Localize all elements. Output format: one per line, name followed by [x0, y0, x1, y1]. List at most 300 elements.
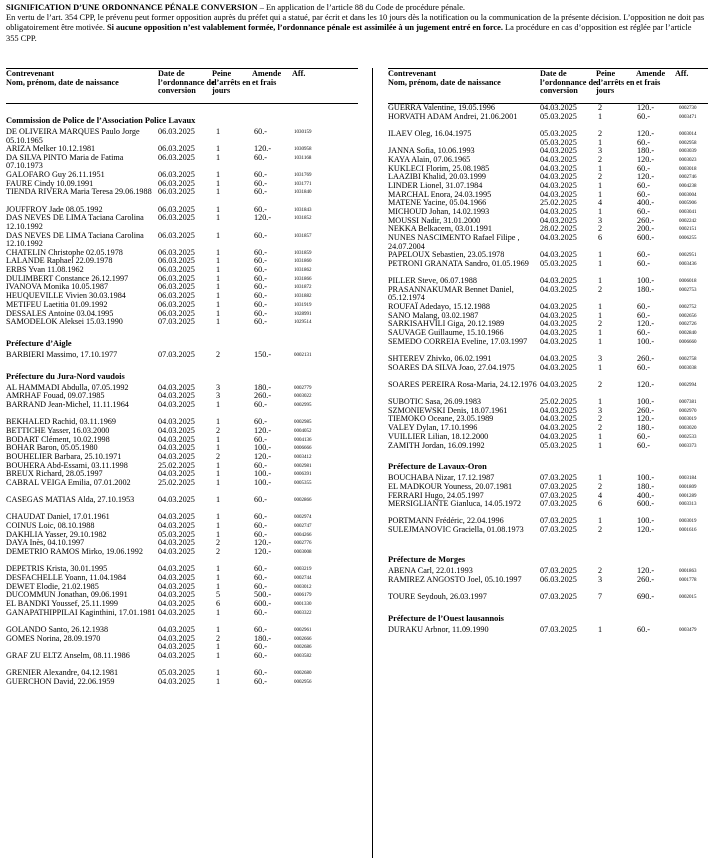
ordonnance-date: 04.03.2025	[540, 103, 577, 112]
contrevenant-name: SOARES PEREIRA Rosa-Maria, 24.12.1976	[388, 379, 537, 389]
amende-frais: 60.-	[637, 362, 650, 372]
peine-jours: 1	[598, 624, 603, 634]
header-amende: Amende et frais	[636, 69, 666, 87]
ordonnance-date: 04.03.2025	[158, 564, 195, 574]
table-row	[6, 609, 358, 626]
section-heading: Préfecture de l’Ouest lausannois	[388, 613, 504, 623]
table-row	[388, 526, 708, 543]
contrevenant-name: SOARES DA SILVA Joao, 27.04.1975	[388, 362, 515, 372]
ordonnance-date: 04.03.2025	[540, 431, 577, 441]
ordonnance-date: 04.03.2025	[158, 434, 195, 444]
ordonnance-date: 07.03.2025	[540, 525, 577, 535]
affaire-number: 0003019	[679, 417, 697, 423]
ordonnance-date: 07.03.2025	[540, 624, 577, 634]
peine-jours: 5	[216, 590, 221, 600]
ordonnance-date: 04.03.2025	[540, 336, 577, 346]
peine-jours: 2	[598, 481, 603, 491]
table-row	[388, 286, 708, 303]
ordonnance-date: 06.03.2025	[158, 308, 195, 318]
peine-jours: 2	[598, 379, 603, 389]
ordonnance-date: 04.03.2025	[158, 633, 195, 643]
affaire-number: 0004266	[294, 532, 312, 538]
ordonnance-date: 06.03.2025	[158, 170, 195, 180]
affaire-number: 0002951	[679, 253, 697, 259]
peine-jours: 1	[216, 668, 221, 678]
peine-jours: 1	[216, 170, 221, 180]
contrevenant-name: SEMEDO CORREIA Eveline, 17.03.1997	[388, 336, 528, 346]
ordonnance-date: 07.03.2025	[540, 592, 577, 602]
peine-jours: 1	[598, 259, 603, 268]
contrevenant-name: JANNA Sofia, 10.06.1993	[388, 146, 475, 156]
amende-frais: 60.-	[254, 607, 267, 617]
amende-frais: 60.-	[254, 676, 267, 686]
affaire-number: 0002974	[294, 515, 312, 521]
section-heading: Préfecture d’Aigle	[6, 338, 72, 348]
ordonnance-date: 04.03.2025	[158, 547, 195, 557]
affaire-number: 0002656	[679, 313, 697, 319]
peine-jours: 1	[216, 317, 221, 327]
contrevenant-name: BOUHELIER Barbara, 25.10.1971	[6, 451, 122, 461]
table-row	[6, 496, 358, 513]
contrevenant-name: MATENE Yacine, 05.04.1966	[388, 198, 487, 208]
peine-jours: 2	[216, 451, 221, 461]
amende-frais: 60.-	[637, 310, 650, 320]
contrevenant-name: DEWET Elodie, 21.02.1985	[6, 581, 99, 591]
amende-frais: 60.-	[637, 259, 650, 268]
ordonnance-date: 07.03.2025	[158, 317, 195, 327]
affaire-number: 0003014	[679, 131, 697, 137]
amende-frais: 100.-	[637, 473, 655, 483]
contrevenant-name: ILAEV Oleg, 16.04.1975	[388, 128, 472, 138]
contrevenant-name: BOUCHABA Nizar, 17.12.1987	[388, 473, 495, 483]
contrevenant-name: BETTICHE Yasser, 16.03.2000	[6, 425, 110, 435]
table-row	[6, 652, 358, 669]
affaire-number: 0002970	[679, 408, 697, 414]
amende-frais: 60.-	[254, 291, 267, 301]
affaire-number: 1031852	[294, 216, 312, 222]
amende-frais: 60.-	[254, 299, 267, 309]
peine-jours: 1	[216, 642, 221, 652]
amende-frais: 60.-	[254, 399, 267, 409]
amende-frais: 120.-	[254, 425, 272, 435]
header-amende: Amende et frais	[252, 69, 282, 87]
amende-frais: 150.-	[254, 349, 272, 359]
amende-frais: 60.-	[254, 317, 267, 327]
ordonnance-date: 04.03.2025	[540, 250, 577, 260]
contrevenant-name: FAURE Cindy 10.09.1991	[6, 178, 94, 188]
amende-frais: 500.-	[254, 590, 272, 600]
affaire-number: 0003004	[679, 192, 697, 198]
peine-jours: 1	[598, 397, 603, 407]
peine-jours: 1	[598, 189, 603, 199]
notice-emphasis: Si aucune opposition n’est valablement formée, l’ordonnance pénale est assimilée à un jugement entré en force.	[106, 23, 503, 33]
peine-jours: 2	[598, 423, 603, 433]
contrevenant-name: DAS NEVES DE LIMA Taciana Carolina 12.10.1992	[6, 230, 144, 248]
peine-jours: 3	[598, 146, 603, 156]
affaire-number: 0002242	[679, 218, 697, 224]
affaire-number: 1031859	[294, 250, 312, 256]
table-row	[388, 381, 708, 398]
peine-jours: 1	[216, 204, 221, 214]
amende-frais: 60.-	[254, 460, 267, 470]
amende-frais: 60.-	[637, 328, 650, 338]
peine-jours: 1	[216, 187, 221, 197]
peine-jours: 1	[216, 581, 221, 591]
amende-frais: 60.-	[254, 127, 267, 136]
ordonnance-date: 04.03.2025	[158, 469, 195, 479]
peine-jours: 1	[216, 265, 221, 275]
contrevenant-name: PRASANNAKUMAR Bennet Daniel, 05.12.1974	[388, 284, 514, 303]
amende-frais: 260.-	[637, 575, 655, 584]
contrevenant-name: GUERCHON David, 22.06.1959	[6, 676, 115, 686]
contrevenant-name: MERSIGLIANTE Gianluca, 14.05.1972	[388, 499, 522, 509]
left-table-body	[6, 104, 358, 687]
peine-jours: 6	[598, 233, 603, 243]
header-peine: Peine d’arrêts en jours	[212, 69, 251, 96]
amende-frais: 60.-	[637, 181, 650, 190]
affaire-number: 0002151	[679, 227, 697, 233]
ordonnance-date: 06.03.2025	[158, 291, 195, 301]
amende-frais: 400.-	[637, 198, 655, 208]
contrevenant-name: DUCOMMUN Jonathan, 09.06.1991	[6, 590, 128, 600]
contrevenant-name: DEMETRIO RAMOS Mirko, 19.06.1992	[6, 547, 143, 557]
affaire-number: 0003373	[679, 443, 697, 449]
affaire-number: 1031866	[294, 276, 312, 282]
contrevenant-name: EL BANDKI Youssef, 25.11.1999	[6, 599, 118, 608]
amende-frais: 120.-	[637, 172, 655, 182]
ordonnance-date: 04.03.2025	[158, 451, 195, 461]
ordonnance-date: 05.03.2025	[158, 668, 195, 678]
affaire-number: 0003479	[679, 627, 697, 633]
affaire-number: 1031860	[294, 259, 312, 265]
amende-frais: 60.-	[637, 431, 650, 441]
ordonnance-date: 04.03.2025	[158, 538, 195, 548]
ordonnance-date: 04.03.2025	[158, 599, 195, 608]
peine-jours: 1	[598, 111, 603, 121]
amende-frais: 180.-	[254, 633, 272, 643]
contrevenant-name: GOLANDO Santo, 26.12.1938	[6, 624, 109, 634]
ordonnance-date: 04.03.2025	[158, 521, 195, 530]
contrevenant-name: RAMIREZ ANGOSTO Joel, 05.10.1997	[388, 575, 522, 584]
affaire-number: 0003313	[679, 502, 697, 508]
notice-paragraph-end: La procédure en cas d’opposition est réglée par l’article 355 CPP.	[6, 23, 692, 43]
contrevenant-name: DAS NEVES DE LIMA Taciana Carolina 12.10.1992	[6, 213, 144, 231]
peine-jours: 2	[598, 154, 603, 164]
contrevenant-name: GRENIER Alexandre, 04.12.1981	[6, 668, 119, 678]
amende-frais: 600.-	[637, 499, 655, 509]
notice-subtitle: – En application de l’article 88 du Code de procédure pénale.	[257, 3, 466, 12]
peine-jours: 1	[216, 564, 221, 574]
contrevenant-name: ARIZA Melker 10.12.1981	[6, 144, 96, 154]
amende-frais: 60.-	[254, 572, 267, 582]
peine-jours: 1	[598, 302, 603, 312]
amende-frais: 60.-	[254, 417, 267, 427]
peine-jours: 4	[598, 198, 603, 208]
contrevenant-name: JOUFFROY Jade 08.05.1992	[6, 204, 103, 214]
affaire-number: 0002131	[294, 352, 312, 358]
contrevenant-name: GOMES Norina, 28.09.1970	[6, 633, 101, 643]
amende-frais: 60.-	[254, 308, 267, 318]
contrevenant-name: PAPELOUX Sebastien, 23.05.1978	[388, 250, 505, 260]
peine-jours: 1	[216, 144, 221, 154]
ordonnance-date: 04.03.2025	[540, 310, 577, 320]
contrevenant-name: LINDER Lionel, 31.07.1984	[388, 181, 483, 190]
ordonnance-date: 04.03.2025	[540, 362, 577, 372]
peine-jours: 1	[216, 521, 221, 530]
ordonnance-date: 04.03.2025	[540, 414, 577, 424]
contrevenant-name: ROUFAÏ Adedayo, 15.12.1988	[388, 302, 490, 312]
affaire-number: 1031919	[294, 302, 312, 308]
peine-jours: 1	[216, 529, 221, 539]
table-row	[6, 351, 358, 360]
ordonnance-date: 06.03.2025	[158, 273, 195, 283]
amende-frais: 120.-	[637, 525, 655, 535]
peine-jours: 3	[598, 215, 603, 225]
affaire-number: 0006179	[294, 593, 312, 599]
contrevenant-name: COINUS Loic, 08.10.1988	[6, 521, 95, 530]
affaire-number: 1031840	[294, 190, 312, 196]
peine-jours: 1	[598, 328, 603, 338]
affaire-number: 0001863	[679, 569, 697, 575]
contrevenant-name: HORVATH ADAM Andrei, 21.06.2001	[388, 111, 518, 121]
ordonnance-date: 07.03.2025	[540, 566, 577, 576]
ordonnance-date: 04.03.2025	[540, 215, 577, 225]
affaire-number: 0001616	[679, 528, 697, 534]
ordonnance-date: 04.03.2025	[158, 391, 195, 401]
affaire-number: 0002776	[294, 541, 312, 547]
affaire-number: 0003023	[679, 157, 697, 163]
amende-frais: 60.-	[254, 152, 267, 162]
ordonnance-date: 06.03.2025	[158, 299, 195, 309]
notice-title: SIGNIFICATION D’UNE ORDONNANCE PÉNALE CONVERSION	[6, 3, 258, 12]
amende-frais: 60.-	[637, 207, 650, 217]
affaire-number: 0006660	[679, 339, 697, 345]
contrevenant-name: METIFEU Laetitia 01.09.1992	[6, 299, 108, 309]
affaire-number: 1028991	[294, 311, 312, 317]
amende-frais: 600.-	[254, 599, 272, 608]
ordonnance-date: 05.03.2025	[540, 128, 577, 138]
peine-jours: 1	[216, 282, 221, 292]
contrevenant-name: NUNES NASCIMENTO Rafael Filipe , 24.07.2004	[388, 233, 520, 251]
contrevenant-name: BREUX Richard, 28.05.1997	[6, 469, 103, 479]
peine-jours: 1	[216, 417, 221, 427]
contrevenant-name: TIENDA RIVERA Maria Teresa 29.06.1988	[6, 187, 152, 197]
affaire-number: 0004238	[679, 184, 697, 189]
contrevenant-name: MICHOUD Johan, 14.02.1993	[388, 207, 490, 217]
peine-jours: 1	[216, 460, 221, 470]
peine-jours: 2	[598, 103, 603, 112]
table-row	[388, 626, 708, 635]
contrevenant-name: DESSALES Antoine 03.04.1995	[6, 308, 114, 318]
peine-jours: 1	[598, 276, 603, 286]
peine-jours: 1	[598, 181, 603, 190]
section-heading: Commission de Police de l’Association Police Lavaux	[6, 116, 196, 125]
ordonnance-date: 04.03.2025	[158, 417, 195, 427]
affaire-number: 0003008	[294, 550, 312, 556]
amende-frais: 60.-	[637, 163, 650, 173]
contrevenant-name: VALEY Dylan, 17.10.1996	[388, 423, 478, 433]
peine-jours: 3	[216, 382, 221, 392]
contrevenant-name: GALOFARO Guy 26.11.1951	[6, 170, 105, 180]
ordonnance-date: 04.03.2025	[540, 423, 577, 433]
contrevenant-name: PETRONI GRANATA Sandro, 01.05.1969	[388, 259, 529, 268]
affaire-number: 0003019	[679, 519, 697, 525]
peine-jours: 1	[216, 469, 221, 479]
affaire-number: 0002533	[679, 434, 697, 440]
ordonnance-date: 05.03.2025	[540, 137, 577, 147]
affaire-number: 0006391	[294, 472, 312, 478]
table-row	[388, 576, 708, 593]
ordonnance-date: 04.03.2025	[540, 328, 577, 338]
amende-frais: 60.-	[254, 170, 267, 180]
amende-frais: 100.-	[637, 397, 655, 407]
header-peine: Peine d’arrêts en jours	[596, 69, 635, 96]
affaire-number: 0002666	[294, 636, 312, 642]
affaire-number: 0003412	[294, 454, 312, 460]
peine-jours: 1	[216, 495, 221, 505]
ordonnance-date: 25.02.2025	[540, 198, 577, 208]
affaire-number: 1031168	[294, 155, 312, 161]
header-nom: Nom, prénom, date de naissance	[6, 77, 119, 87]
contrevenant-name: DAYA Inès, 04.10.1997	[6, 538, 85, 548]
affaire-number: 0007381	[679, 400, 697, 406]
amende-frais: 60.-	[254, 178, 267, 188]
ordonnance-date: 04.03.2025	[158, 642, 195, 652]
peine-jours: 1	[598, 163, 603, 173]
section-heading: Préfecture de Morges	[388, 555, 466, 565]
peine-jours: 2	[598, 224, 603, 234]
amende-frais: 180.-	[637, 284, 655, 294]
amende-frais: 60.-	[254, 256, 267, 266]
amende-frais: 100.-	[637, 516, 655, 526]
amende-frais: 120.-	[254, 213, 272, 223]
notice-paragraph: En vertu de l’art. 354 CPP, le prévenu peut former opposition auprès du préfet qui a statué, par écrit et dans les 10 jours dès la notification ou la communication de la présente décision. L’opposition ne doit pas obligatoirement être motivée.	[6, 13, 705, 33]
contrevenant-name: BOUHERA Abd-Essami, 03.11.1998	[6, 460, 128, 470]
table-row	[388, 338, 708, 355]
contrevenant-name: IVANOVA Monika 10.05.1987	[6, 282, 109, 292]
affaire-number: 0002747	[294, 524, 312, 529]
peine-jours: 1	[216, 607, 221, 617]
affaire-number: 1031882	[294, 294, 312, 300]
contrevenant-name: LAAZIBI Khalid, 20.03.1999	[388, 172, 487, 182]
ordonnance-date: 06.03.2025	[158, 247, 195, 257]
peine-jours: 3	[598, 575, 603, 584]
ordonnance-date: 04.03.2025	[540, 379, 577, 389]
contrevenant-name: GUERRA Valentine, 19.05.1996	[388, 103, 495, 112]
affaire-number: 0003018	[679, 166, 697, 172]
affaire-number: 1031843	[294, 207, 312, 213]
affaire-number: 0002985	[294, 420, 312, 426]
amende-frais: 690.-	[637, 592, 655, 602]
ordonnance-date: 06.03.2025	[158, 152, 195, 162]
ordonnance-date: 04.03.2025	[158, 382, 195, 392]
affaire-number: 0003219	[294, 567, 312, 573]
amende-frais: 120.-	[637, 414, 655, 424]
ordonnance-date: 25.02.2025	[158, 460, 195, 470]
affaire-number: 0001778	[679, 578, 697, 583]
peine-jours: 3	[598, 405, 603, 415]
contrevenant-name: AMRHAF Fouad, 09.07.1985	[6, 391, 105, 401]
affaire-number: 0003012	[294, 584, 312, 590]
ordonnance-date: 04.03.2025	[158, 624, 195, 634]
peine-jours: 6	[598, 499, 603, 509]
amende-frais: 60.-	[254, 247, 267, 257]
contrevenant-name: GRAF ZU ELTZ Anselm, 08.11.1986	[6, 650, 130, 660]
amende-frais: 60.-	[254, 668, 267, 678]
contrevenant-name: BEKHALED Rachid, 03.11.1969	[6, 417, 116, 427]
right-table-body	[388, 104, 708, 635]
peine-jours: 1	[216, 650, 221, 660]
contrevenant-name: FERRARI Hugo, 24.05.1997	[388, 490, 484, 500]
peine-jours: 7	[598, 592, 603, 602]
affaire-number: 0005906	[679, 201, 697, 207]
peine-jours: 2	[216, 349, 221, 359]
header-aff: Aff.	[292, 69, 306, 78]
contrevenant-name: DA SILVA PINTO Maria de Fatima 07.10.1973	[6, 152, 124, 171]
amende-frais: 60.-	[637, 624, 650, 634]
table-row	[6, 188, 358, 205]
table-row	[6, 214, 358, 231]
contrevenant-name: HEUQUEVILLE Vivien 30.03.1984	[6, 291, 126, 301]
ordonnance-date: 04.03.2025	[540, 302, 577, 312]
column-divider	[372, 68, 373, 858]
peine-jours: 1	[216, 273, 221, 283]
ordonnance-date: 06.03.2025	[158, 127, 195, 136]
ordonnance-date: 06.03.2025	[158, 178, 195, 188]
intro-text	[6, 3, 706, 44]
ordonnance-date: 04.03.2025	[540, 146, 577, 156]
ordonnance-date: 04.03.2025	[540, 319, 577, 329]
peine-jours: 2	[598, 319, 603, 329]
peine-jours: 1	[598, 473, 603, 483]
header-date: Date de l’ordonnance de conversion	[158, 69, 215, 96]
section-heading: Préfecture de Lavaux-Oron	[388, 462, 487, 472]
affaire-number: 1031872	[294, 285, 312, 291]
affaire-number: 0003471	[679, 114, 697, 120]
contrevenant-name: LALANDE Raphael 22.09.1978	[6, 256, 113, 266]
affaire-number: 0003582	[294, 653, 312, 659]
affaire-number: 1030958	[294, 147, 312, 153]
left-column	[6, 70, 358, 687]
ordonnance-date: 04.03.2025	[540, 189, 577, 199]
ordonnance-date: 04.03.2025	[158, 650, 195, 660]
amende-frais: 60.-	[254, 512, 267, 522]
contrevenant-name: DURAKU Arbnor, 11.09.1990	[388, 624, 489, 634]
table-header	[6, 70, 358, 104]
peine-jours: 2	[598, 172, 603, 182]
affaire-number: 0002981	[294, 463, 312, 469]
affaire-number: 0003041	[679, 210, 697, 216]
amende-frais: 60.-	[254, 529, 267, 539]
amende-frais: 180.-	[637, 481, 655, 491]
table-header	[388, 70, 708, 104]
peine-jours: 1	[598, 336, 603, 346]
peine-jours: 1	[598, 310, 603, 320]
amende-frais: 180.-	[637, 423, 655, 433]
peine-jours: 1	[216, 308, 221, 318]
contrevenant-name: CASEGAS MATIAS Alda, 27.10.1953	[6, 495, 135, 505]
contrevenant-name: TOURE Seydouh, 26.03.1997	[388, 592, 487, 602]
contrevenant-name: SARKISAHVILI Giga, 20.12.1989	[388, 319, 505, 329]
affaire-number: 0002956	[294, 679, 312, 685]
table-row	[6, 232, 358, 249]
contrevenant-name: DE OLIVEIRA MARQUES Paulo Jorge 05.10.1965	[6, 127, 140, 145]
peine-jours: 1	[216, 572, 221, 582]
ordonnance-date: 07.03.2025	[540, 490, 577, 500]
peine-jours: 3	[598, 354, 603, 363]
table-row	[388, 442, 708, 451]
ordonnance-date: 05.03.2025	[540, 440, 577, 450]
